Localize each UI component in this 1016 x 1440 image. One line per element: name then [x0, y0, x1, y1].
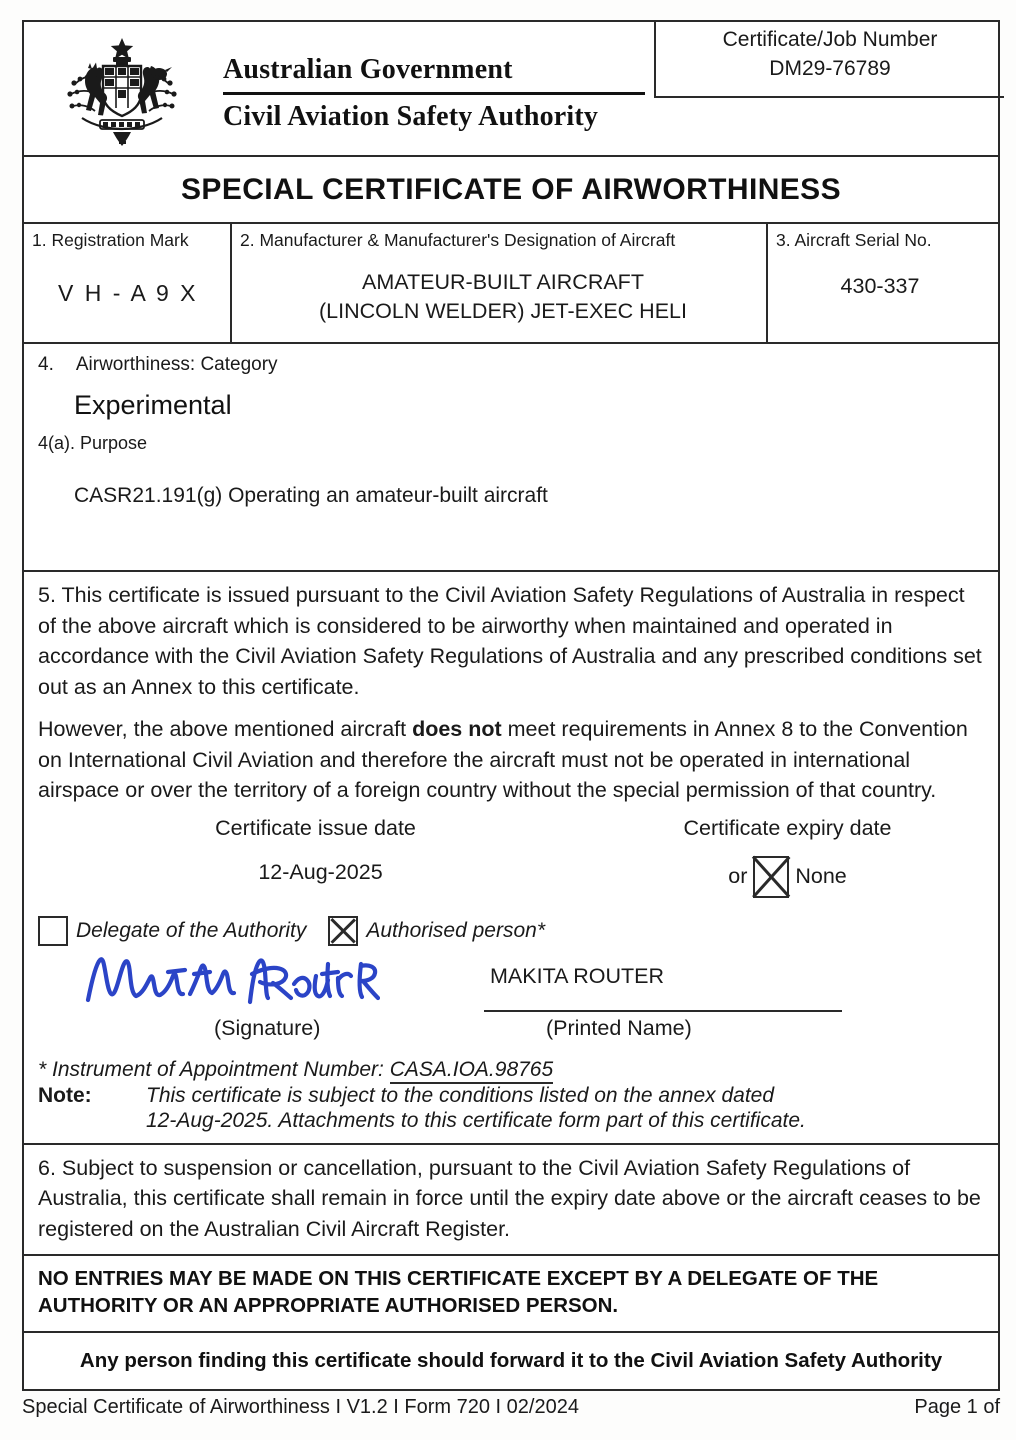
job-number-label: Certificate/Job Number	[722, 28, 938, 51]
warning-line-1: NO ENTRIES MAY BE MADE ON THIS CERTIFICATE EXCEPT BY A DELEGATE OF THE	[38, 1267, 879, 1291]
issue-date-value: 12-Aug-2025	[258, 859, 383, 884]
serial-number-cell	[768, 224, 998, 342]
expiry-none-label: None	[795, 864, 847, 889]
section-5-paragraph-2	[38, 714, 982, 806]
crest-cell	[24, 22, 219, 155]
instrument-label: * Instrument of Appointment Number:	[38, 1057, 384, 1081]
title-band	[24, 157, 998, 224]
section-6	[24, 1145, 998, 1257]
manufacturer-value-line-2: (LINCOLN WELDER) JET-EXEC HELI	[319, 298, 687, 323]
section-5	[24, 572, 998, 1145]
purpose-label: 4(a). Purpose	[38, 433, 148, 453]
manufacturer-value	[240, 268, 766, 326]
authorised-person-label: Authorised person*	[366, 918, 545, 942]
aircraft-details-table	[24, 224, 998, 344]
airworthiness-category-text: Airworthiness: Category	[75, 354, 278, 375]
manufacturer-header: 2. Manufacturer & Manufacturer's Designation of Aircraft	[240, 230, 676, 250]
government-line-1: Australian Government	[223, 53, 513, 85]
issue-date-group	[38, 812, 593, 898]
section-5-does-not-emphasis: does not	[412, 717, 502, 742]
page-title: SPECIAL CERTIFICATE OF AIRWORTHINESS	[181, 172, 841, 206]
instrument-value: CASA.IOA.98765	[390, 1058, 553, 1084]
footer-left-text: Special Certificate of Airworthiness I V1.2 I Form 720 I 02/2024	[22, 1396, 579, 1418]
registration-mark-value: V H - A 9 X	[58, 279, 198, 306]
australian-coat-of-arms-icon	[47, 32, 197, 150]
expiry-none-checkbox[interactable]	[753, 856, 789, 898]
delegate-checkbox[interactable]	[38, 916, 68, 946]
note-line-1	[38, 1084, 982, 1108]
expiry-date-group	[593, 812, 982, 898]
printed-name-rule	[484, 1010, 842, 1012]
finder-notice	[24, 1333, 998, 1389]
registration-mark-header: 1. Registration Mark	[32, 230, 189, 250]
note-text-1: This certificate is subject to the conditions listed on the annex dated	[146, 1083, 775, 1107]
airworthiness-category-value: Experimental	[74, 390, 232, 420]
section-6-paragraph: 6. Subject to suspension or cancellation, pursuant to the Civil Aviation Safety Regulations of Australia, this certificate shall remain in force until the expiry date above or the aircraft ceases to be registered on the Australian Civil Aircraft Register.	[38, 1155, 981, 1241]
manufacturer-cell	[232, 224, 768, 342]
footer-page-number: Page 1 of	[914, 1396, 1000, 1418]
job-number-box	[654, 20, 1004, 98]
handwritten-signature	[80, 950, 380, 1012]
note-label: Note:	[38, 1083, 92, 1107]
instrument-of-appointment-line	[38, 1058, 982, 1082]
job-number-value: DM29-76789	[769, 57, 891, 81]
signature-caption: (Signature)	[214, 1015, 321, 1040]
note-text-2: 12-Aug-2025. Attachments to this certificate form part of this certificate.	[146, 1108, 806, 1132]
page-footer	[22, 1396, 1000, 1419]
expiry-none-row	[593, 856, 982, 898]
serial-number-header: 3. Aircraft Serial No.	[776, 230, 932, 250]
section-5-paragraph-2-part-2: meet requirements in Annex 8 to the Convention on International Civil Aviation and therefore the aircraft must not be operated in international airspace or over the territory of a foreign country without the special permission of that country.	[38, 717, 968, 803]
warning-line-2: AUTHORITY OR AN APPROPRIATE AUTHORISED PERSON.	[38, 1294, 619, 1318]
airworthiness-category-section	[24, 344, 998, 572]
government-line-2: Civil Aviation Safety Authority	[223, 101, 599, 132]
expiry-date-label: Certificate expiry date	[683, 815, 892, 840]
manufacturer-value-line-1: AMATEUR-BUILT AIRCRAFT	[362, 269, 644, 294]
issue-date-label: Certificate issue date	[215, 815, 416, 840]
signature-block	[38, 948, 982, 1056]
printed-name-value: MAKITA ROUTER	[490, 963, 665, 988]
authorised-person-checkbox[interactable]	[328, 916, 358, 946]
airworthiness-category-label	[38, 354, 998, 376]
finder-notice-text: Any person finding this certificate should forward it to the Civil Aviation Safety Authority	[79, 1348, 943, 1372]
signatory-type-row	[38, 916, 982, 946]
certificate-frame	[22, 20, 1000, 1391]
expiry-or-label: or	[728, 864, 748, 889]
wordmark-rule	[223, 92, 645, 95]
registration-mark-cell	[24, 224, 232, 342]
printed-name-caption: (Printed Name)	[546, 1015, 692, 1040]
airworthiness-item-number: 4.	[38, 354, 54, 375]
government-wordmark	[219, 22, 645, 155]
header-band	[24, 22, 998, 157]
section-5-paragraph-1: 5. This certificate is issued pursuant to the Civil Aviation Safety Regulations of Australia in respect of the above aircraft which is considered to be airworthy when maintained and operated in accordance with the Civil Aviation Safety Regulations of Australia and any prescribed conditions set out as an Annex to this certificate.	[38, 583, 982, 699]
delegate-label: Delegate of the Authority	[76, 918, 307, 942]
certificate-dates-row	[38, 812, 982, 898]
purpose-value: CASR21.191(g) Operating an amateur-built aircraft	[74, 484, 548, 507]
serial-number-value: 430-337	[840, 273, 920, 298]
no-entries-warning	[24, 1256, 998, 1332]
section-5-paragraph-2-part-1: However, the above mentioned aircraft	[38, 717, 413, 742]
